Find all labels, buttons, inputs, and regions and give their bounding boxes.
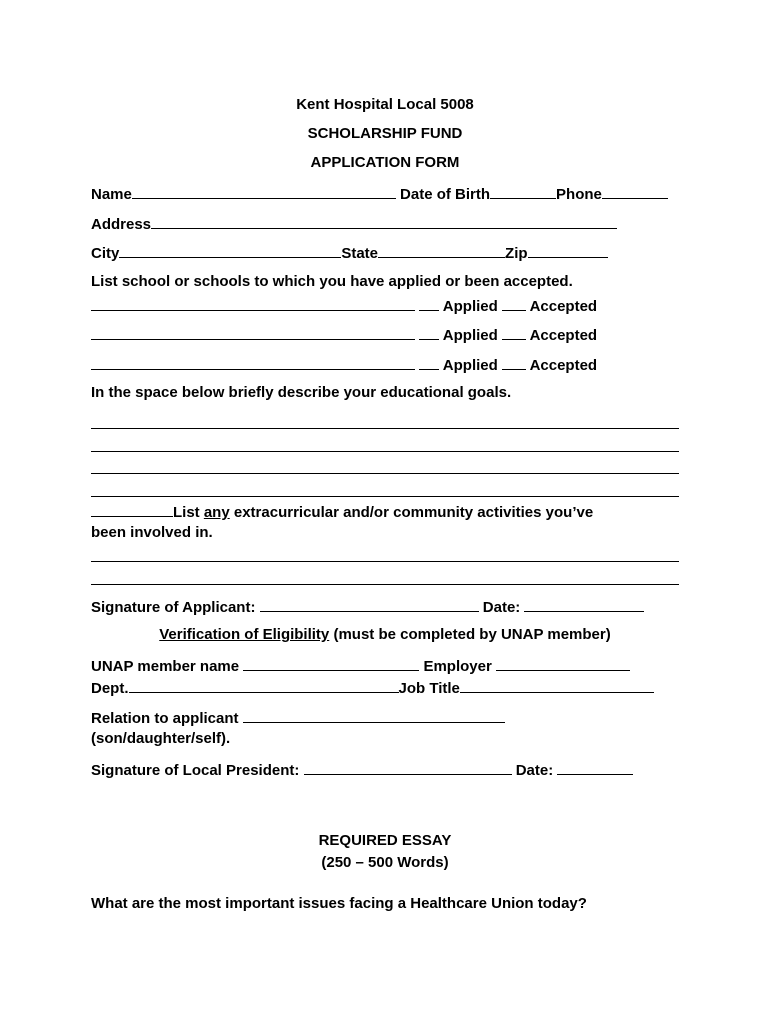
essay-question: What are the most important issues facing a Healthcare Union today?: [91, 895, 587, 912]
goals-answer-line[interactable]: [91, 496, 679, 497]
zip-field[interactable]: [528, 243, 608, 258]
activities-rest-text: extracurricular and/or community activities you’ve: [229, 504, 594, 521]
dept-jobtitle-row: [91, 678, 654, 698]
essay-title: REQUIRED ESSAY: [318, 832, 452, 849]
school-row: [91, 325, 597, 345]
name-field[interactable]: [132, 184, 396, 199]
goals-answer-line[interactable]: [91, 451, 679, 452]
school-name-field[interactable]: [91, 296, 415, 311]
applied-label: Applied: [439, 327, 502, 344]
school-row: [91, 355, 597, 375]
form-header-fund: SCHOLARSHIP FUND: [307, 125, 463, 142]
goals-answer-line[interactable]: [91, 473, 679, 474]
verification-heading: [0, 626, 770, 644]
member-name-label: UNAP member name: [91, 658, 244, 675]
dept-label: Dept.: [91, 680, 129, 697]
essay-word-count: (250 – 500 Words): [321, 854, 449, 871]
address-field[interactable]: [151, 214, 617, 229]
president-signature-field[interactable]: [304, 760, 512, 775]
relation-note: (son/daughter/self).: [91, 730, 231, 747]
applicant-signature-row: [91, 597, 644, 617]
zip-label: Zip: [505, 245, 528, 262]
state-field[interactable]: [378, 243, 505, 258]
name-label: Name: [91, 186, 132, 203]
applied-label: Applied: [439, 357, 502, 374]
accepted-label: Accepted: [525, 298, 598, 315]
verification-title: Verification of Eligibility: [159, 626, 330, 643]
relation-field[interactable]: [243, 708, 505, 723]
state-label: State: [341, 245, 379, 262]
applied-label: Applied: [439, 298, 502, 315]
city-state-zip-row: [91, 243, 608, 263]
employer-field[interactable]: [496, 656, 630, 671]
accepted-label: Accepted: [525, 357, 598, 374]
applicant-signature-label: Signature of Applicant:: [91, 599, 260, 616]
applicant-date-label: Date:: [478, 599, 525, 616]
dob-label: Date of Birth: [395, 186, 491, 203]
activities-prompt-line2: been involved in.: [91, 524, 213, 541]
address-row: [91, 214, 617, 234]
school-name-field[interactable]: [91, 355, 415, 370]
applied-check-field[interactable]: [419, 296, 439, 311]
accepted-label: Accepted: [525, 327, 598, 344]
accepted-check-field[interactable]: [502, 355, 526, 370]
activities-answer-line[interactable]: [91, 561, 679, 562]
schools-prompt: List school or schools to which you have applied or been accepted.: [91, 273, 573, 290]
verification-note: (must be completed by UNAP member): [329, 626, 611, 643]
employer-label: Employer: [419, 658, 496, 675]
member-employer-row: [91, 656, 630, 676]
activities-answer-line[interactable]: [91, 584, 679, 585]
form-header-title: APPLICATION FORM: [310, 154, 460, 171]
city-label: City: [91, 245, 120, 262]
president-signature-row: [91, 760, 633, 780]
president-date-label: Date:: [511, 762, 558, 779]
name-dob-phone-row: [91, 184, 668, 204]
form-header-organization: Kent Hospital Local 5008: [296, 96, 474, 113]
applied-check-field[interactable]: [419, 355, 439, 370]
president-date-field[interactable]: [557, 760, 633, 775]
school-row: [91, 296, 597, 316]
president-signature-label: Signature of Local President:: [91, 762, 304, 779]
activities-any-text: any: [203, 504, 230, 521]
dept-field[interactable]: [129, 678, 399, 693]
applicant-date-field[interactable]: [524, 597, 644, 612]
phone-label: Phone: [556, 186, 602, 203]
goals-prompt: In the space below briefly describe your educational goals.: [91, 384, 512, 401]
member-name-field[interactable]: [243, 656, 419, 671]
city-field[interactable]: [119, 243, 341, 258]
job-title-field[interactable]: [460, 678, 654, 693]
activities-check-field[interactable]: [91, 502, 173, 517]
phone-field[interactable]: [602, 184, 668, 199]
activities-prompt: [91, 502, 593, 522]
applied-check-field[interactable]: [419, 325, 439, 340]
applicant-signature-field[interactable]: [260, 597, 479, 612]
relation-row: [91, 708, 505, 728]
job-title-label: Job Title: [398, 680, 460, 697]
dob-field[interactable]: [490, 184, 556, 199]
accepted-check-field[interactable]: [502, 296, 526, 311]
goals-answer-line[interactable]: [91, 428, 679, 429]
accepted-check-field[interactable]: [502, 325, 526, 340]
relation-label: Relation to applicant: [91, 710, 243, 727]
address-label: Address: [91, 216, 152, 233]
activities-list-text: List: [173, 504, 204, 521]
school-name-field[interactable]: [91, 325, 415, 340]
